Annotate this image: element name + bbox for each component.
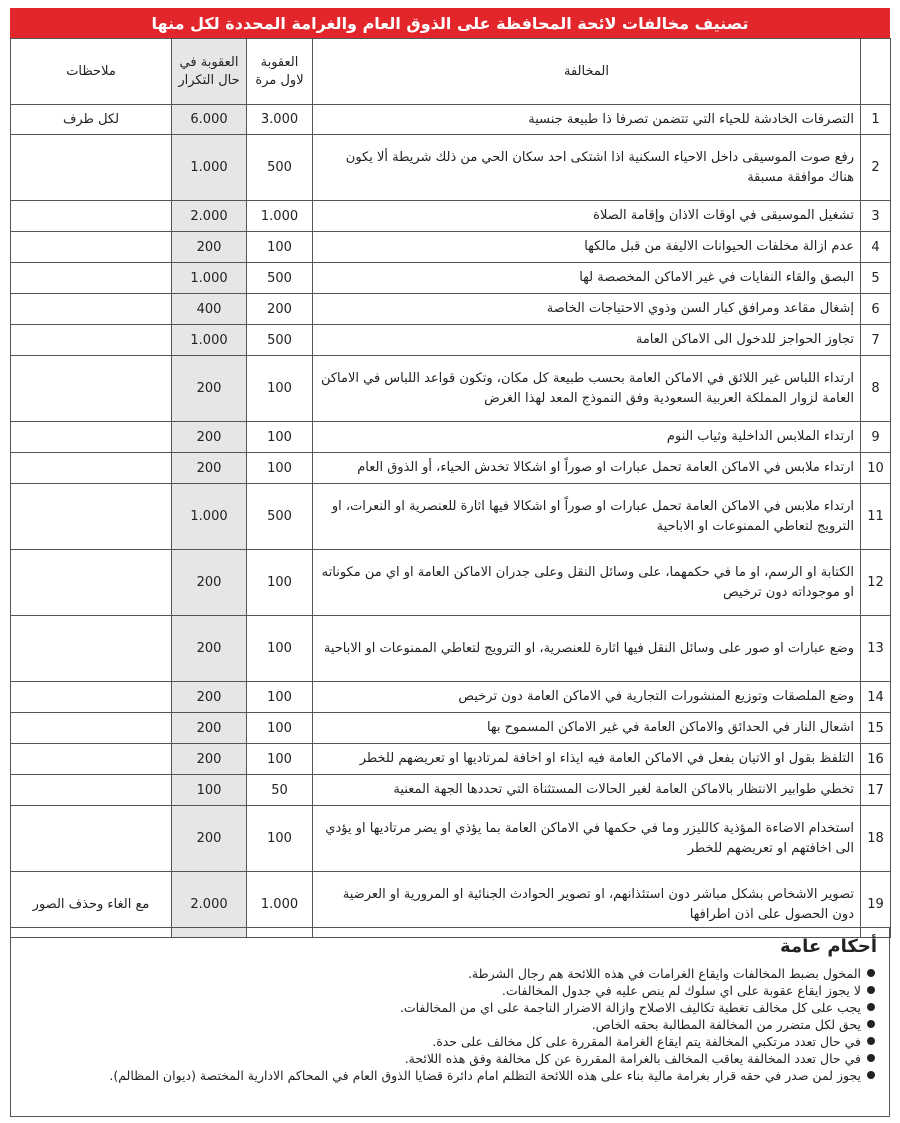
notes (11, 263, 172, 294)
header-violation: المخالفة (313, 39, 861, 105)
violation-text: التلفظ بقول او الاتيان بفعل في الاماكن العامة فيه ايذاء او اخافة لمرتاديها او تعريضهم للخطر (313, 744, 861, 775)
repeat-penalty: 1.000 (172, 263, 247, 294)
repeat-penalty: 400 (172, 294, 247, 325)
bullet-icon (867, 1020, 875, 1028)
violations-table (10, 38, 891, 938)
bullet-icon (867, 1003, 875, 1011)
notes (11, 484, 172, 550)
table-row (11, 744, 891, 775)
table-row (11, 806, 891, 872)
row-number: 13 (861, 616, 891, 682)
repeat-penalty: 200 (172, 232, 247, 263)
repeat-penalty: 2.000 (172, 201, 247, 232)
violation-text: تشغيل الموسيقى في اوقات الاذان وإقامة الصلاة (313, 201, 861, 232)
repeat-penalty: 200 (172, 616, 247, 682)
bullet-icon (867, 1071, 875, 1079)
notes (11, 325, 172, 356)
bullet-icon (867, 1054, 875, 1062)
provision-text: يجب على كل مخالف تغطية تكاليف الاصلاح وازالة الاضرار الناجمة على اي من المخالفات. (399, 1000, 861, 1015)
repeat-penalty: 200 (172, 713, 247, 744)
table-row (11, 616, 891, 682)
first-penalty: 100 (247, 713, 313, 744)
first-penalty: 50 (247, 775, 313, 806)
notes: لكل طرف (11, 105, 172, 135)
notes (11, 713, 172, 744)
row-number: 12 (861, 550, 891, 616)
violation-text: استخدام الاضاءة المؤذية كالليزر وما في حكمها في الاماكن العامة بما يؤذي او يضر مرتاديها او يؤدي الى اخافتهم او تعريضهم للخطر (313, 806, 861, 872)
row-number: 7 (861, 325, 891, 356)
notes (11, 806, 172, 872)
first-penalty: 1.000 (247, 872, 313, 938)
violation-text: البصق والقاء النفايات في غير الاماكن المخصصة لها (313, 263, 861, 294)
violation-text: عدم ازالة مخلفات الحيوانات الاليفة من قبل مالكها (313, 232, 861, 263)
list-item (23, 965, 875, 982)
repeat-penalty: 200 (172, 744, 247, 775)
repeat-penalty: 1.000 (172, 484, 247, 550)
repeat-penalty: 200 (172, 682, 247, 713)
repeat-penalty: 200 (172, 806, 247, 872)
provision-text: المخول بضبط المخالفات وايقاع الغرامات في هذه اللائحة هم رجال الشرطة. (467, 966, 861, 981)
table-row (11, 775, 891, 806)
provision-text: لا يجوز ايقاع عقوبة على اي سلوك لم ينص عليه في جدول المخالفات. (501, 983, 861, 998)
notes (11, 201, 172, 232)
notes (11, 682, 172, 713)
first-penalty: 100 (247, 356, 313, 422)
table-row (11, 453, 891, 484)
first-penalty: 100 (247, 232, 313, 263)
first-penalty: 500 (247, 135, 313, 201)
first-penalty: 100 (247, 744, 313, 775)
notes (11, 422, 172, 453)
violation-text: التصرفات الخادشة للحياء التي تتضمن تصرفا ذا طبيعة جنسية (313, 105, 861, 135)
table-row (11, 356, 891, 422)
first-penalty: 3.000 (247, 105, 313, 135)
bullet-icon (867, 986, 875, 994)
row-number: 18 (861, 806, 891, 872)
list-item (23, 1016, 875, 1033)
notes: مع الغاء وحذف الصور (11, 872, 172, 938)
table-row (11, 201, 891, 232)
table-row (11, 484, 891, 550)
row-number: 19 (861, 872, 891, 938)
first-penalty: 100 (247, 806, 313, 872)
header-number (861, 39, 891, 105)
list-item (23, 1050, 875, 1067)
provisions-list (23, 965, 877, 1084)
repeat-penalty: 2.000 (172, 872, 247, 938)
table-row (11, 105, 891, 135)
row-number: 4 (861, 232, 891, 263)
notes (11, 775, 172, 806)
repeat-penalty: 200 (172, 356, 247, 422)
row-number: 15 (861, 713, 891, 744)
violation-text: وضع عبارات او صور على وسائل النقل فيها اثارة للعنصرية، او الترويج لتعاطي الممنوعات او الاباحية (313, 616, 861, 682)
list-item (23, 982, 875, 999)
provision-text: يحق لكل متضرر من المخالفة المطالبة بحقه الخاص. (591, 1017, 861, 1032)
notes (11, 294, 172, 325)
table-row (11, 713, 891, 744)
repeat-penalty: 200 (172, 453, 247, 484)
provision-text: يجوز لمن صدر في حقه قرار بغرامة مالية بناء على هذه اللائحة التظلم امام دائرة قضايا الذوق العام في المحاكم الادارية المختصة (ديوان المظالم). (109, 1068, 861, 1083)
notes (11, 356, 172, 422)
table-row (11, 263, 891, 294)
repeat-penalty: 6.000 (172, 105, 247, 135)
table-row (11, 422, 891, 453)
row-number: 10 (861, 453, 891, 484)
first-penalty: 100 (247, 616, 313, 682)
first-penalty: 500 (247, 263, 313, 294)
table-header-row (11, 39, 891, 105)
violation-text: رفع صوت الموسيقى داخل الاحياء السكنية اذا اشتكى احد سكان الحي من ذلك شريطة ألا يكون هناك موافقة مسبقة (313, 135, 861, 201)
violation-text: الكتابة او الرسم، او ما في حكمهما، على وسائل النقل وعلى جدران الاماكن العامة او اي من مكوناته او موجوداته دون ترخيص (313, 550, 861, 616)
provision-text: في حال تعدد المخالفة يعاقب المخالف بالغرامة المقررة عن كل مخالفة وفق هذه اللائحة. (404, 1051, 861, 1066)
violation-text: تصوير الاشخاص بشكل مباشر دون استئذانهم، او تصوير الحوادث الجنائية او المرورية او العرضية دون الحصول على اذن اطرافها (313, 872, 861, 938)
notes (11, 616, 172, 682)
notes (11, 135, 172, 201)
row-number: 17 (861, 775, 891, 806)
violation-text: ارتداء الملابس الداخلية وثياب النوم (313, 422, 861, 453)
repeat-penalty: 1.000 (172, 135, 247, 201)
general-heading: أحكام عامة (780, 936, 877, 957)
row-number: 6 (861, 294, 891, 325)
header-repeat-penalty: العقوبة في حال التكرار (172, 39, 247, 105)
first-penalty: 100 (247, 422, 313, 453)
violation-text: ارتداء ملابس في الاماكن العامة تحمل عبارات او صوراً او اشكالا تخدش الحياء، أو الذوق العام (313, 453, 861, 484)
repeat-penalty: 100 (172, 775, 247, 806)
first-penalty: 1.000 (247, 201, 313, 232)
table-row (11, 294, 891, 325)
general-provisions (10, 927, 890, 1117)
first-penalty: 100 (247, 682, 313, 713)
list-item (23, 1067, 875, 1084)
first-penalty: 100 (247, 550, 313, 616)
violation-text: ارتداء اللباس غير اللائق في الاماكن العامة بحسب طبيعة كل مكان، وتكون قواعد اللباس في الاماكن العامة لزوار المملكة العربية السعودية وفق النموذج المعد لهذا الغرض (313, 356, 861, 422)
row-number: 1 (861, 105, 891, 135)
table-row (11, 325, 891, 356)
list-item (23, 999, 875, 1016)
repeat-penalty: 1.000 (172, 325, 247, 356)
bullet-icon (867, 1037, 875, 1045)
header-first-penalty: العقوبة لاول مرة (247, 39, 313, 105)
violation-text: إشغال مقاعد ومرافق كبار السن وذوي الاحتياجات الخاصة (313, 294, 861, 325)
table-row (11, 550, 891, 616)
first-penalty: 200 (247, 294, 313, 325)
row-number: 8 (861, 356, 891, 422)
header-notes: ملاحظات (11, 39, 172, 105)
violation-text: تجاوز الحواجز للدخول الى الاماكن العامة (313, 325, 861, 356)
row-number: 2 (861, 135, 891, 201)
row-number: 3 (861, 201, 891, 232)
row-number: 14 (861, 682, 891, 713)
list-item (23, 1033, 875, 1050)
notes (11, 744, 172, 775)
first-penalty: 100 (247, 453, 313, 484)
row-number: 16 (861, 744, 891, 775)
notes (11, 453, 172, 484)
repeat-penalty: 200 (172, 422, 247, 453)
violation-text: وضع الملصقات وتوزيع المنشورات التجارية في الاماكن العامة دون ترخيص (313, 682, 861, 713)
provision-text: في حال تعدد مرتكبي المخالفة يتم ايقاع الغرامة المقررة على كل مخالف على حدة. (432, 1034, 861, 1049)
first-penalty: 500 (247, 484, 313, 550)
first-penalty: 500 (247, 325, 313, 356)
title-banner: تصنيف مخالفات لائحة المحافظة على الذوق العام والغرامة المحددة لكل منها (10, 8, 890, 38)
violation-text: تخطي طوابير الانتظار بالاماكن العامة لغير الحالات المستثناة التي تحددها الجهة المعنية (313, 775, 861, 806)
notes (11, 550, 172, 616)
row-number: 11 (861, 484, 891, 550)
bullet-icon (867, 969, 875, 977)
notes (11, 232, 172, 263)
row-number: 5 (861, 263, 891, 294)
violation-text: اشعال النار في الحدائق والاماكن العامة في غير الاماكن المسموح بها (313, 713, 861, 744)
table-row (11, 135, 891, 201)
row-number: 9 (861, 422, 891, 453)
repeat-penalty: 200 (172, 550, 247, 616)
table-row (11, 682, 891, 713)
violation-text: ارتداء ملابس في الاماكن العامة تحمل عبارات او صوراً او اشكالا فيها اثارة للعنصرية او النعرات، او الترويج لتعاطي الممنوعات او الاباحية (313, 484, 861, 550)
table-row (11, 232, 891, 263)
